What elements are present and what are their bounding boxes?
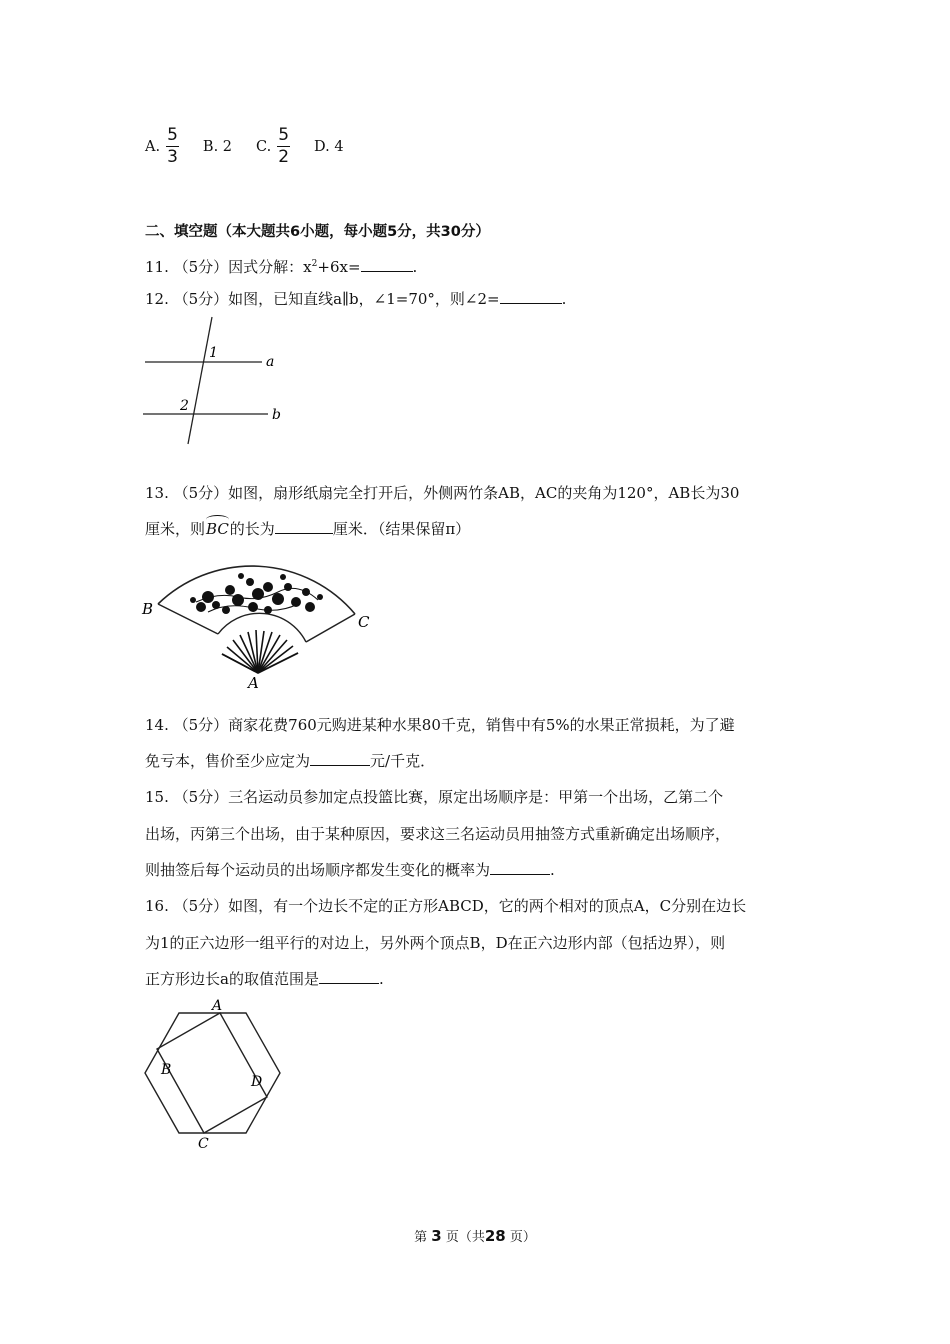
fraction-a: $\frac{5}{3}$: [167, 125, 178, 167]
question-13-line-1: 13. （5分）如图，扇形纸扇完全打开后，外侧两竹条AB，AC的夹角为120°，AB长为30: [145, 484, 740, 502]
option-a: A. $\frac{5}{3}$: [145, 125, 178, 167]
vertex-d-label: D: [251, 1074, 263, 1090]
fraction-c: $\frac{5}{2}$: [278, 125, 290, 167]
point-c-label: C: [358, 613, 370, 631]
answer-blank: [361, 257, 413, 272]
vertex-a-label: A: [212, 998, 223, 1014]
square-abcd: [157, 1013, 267, 1133]
vertex-b-label: B: [161, 1062, 172, 1078]
option-c: C. $\frac{5}{2}$: [256, 125, 290, 167]
transversal-line: [188, 317, 212, 444]
fan-ribs: [222, 630, 298, 673]
question-12: 12. （5分）如图，已知直线a∥b，∠1=70°，则∠2= .: [145, 290, 567, 308]
fan-figure: [138, 552, 378, 692]
answer-blank: [319, 969, 379, 984]
option-b: B. 2: [202, 138, 233, 155]
line-b-label: b: [272, 407, 281, 423]
fan-inner-arc: [218, 613, 306, 642]
question-14-line-1: 14. （5分）商家花费760元购进某种水果80千克，销售中有5%的水果正常损耗，为了避: [145, 716, 735, 734]
parallel-lines-figure: [140, 312, 300, 447]
page-number: 3: [431, 1227, 442, 1245]
question-15-line-2: 出场，丙第三个出场，由于某种原因，要求这三名运动员用抽签方式重新确定出场顺序，: [145, 825, 731, 843]
angle-2-label: 2: [180, 398, 189, 414]
line-a-label: a: [266, 354, 275, 370]
fan-side-ac: [306, 614, 355, 642]
question-16-line-2: 为1的正六边形一组平行的对边上，另外两个顶点B，D在正六边形内部（包括边界），则: [145, 934, 726, 952]
vertex-c-label: C: [198, 1136, 209, 1152]
point-b-label: B: [142, 600, 154, 618]
answer-blank: [310, 751, 370, 766]
arc-bc: BC: [206, 520, 229, 538]
option-d: D. 4: [314, 138, 344, 155]
question-11: 11. （5分）因式分解：$x^2+6x=$ .: [145, 258, 418, 276]
total-pages: 28: [484, 1227, 506, 1245]
hexagon-square-figure: [138, 995, 288, 1155]
answer-options: [145, 126, 368, 167]
point-a-label: A: [248, 674, 259, 692]
section-heading: 二、填空题（本大题共6小题，每小题5分，共30分）: [145, 224, 490, 240]
answer-blank: [500, 289, 562, 304]
fan-side-ab: [158, 604, 218, 634]
flower-pattern: [190, 573, 323, 614]
answer-blank: [275, 519, 333, 534]
question-13-line-2: 厘米，则BC的长为 厘米．（结果保留π）: [145, 520, 471, 538]
angle-1-label: 1: [209, 345, 218, 361]
question-15-line-1: 15. （5分）三名运动员参加定点投篮比赛，原定出场顺序是：甲第一个出场，乙第二个: [145, 788, 724, 806]
question-16-line-1: 16. （5分）如图，有一个边长不定的正方形ABCD，它的两个相对的顶点A，C分别在边长: [145, 897, 747, 915]
question-14-line-2: 免亏本，售价至少应定为 元/千克．: [145, 752, 436, 770]
answer-blank: [490, 860, 550, 875]
page-footer: 第 3 页（共28 页）: [414, 1227, 536, 1245]
question-15-line-3: 则抽签后每个运动员的出场顺序都发生变化的概率为 .: [145, 861, 555, 879]
question-16-line-3: 正方形边长a的取值范围是 .: [145, 970, 384, 988]
